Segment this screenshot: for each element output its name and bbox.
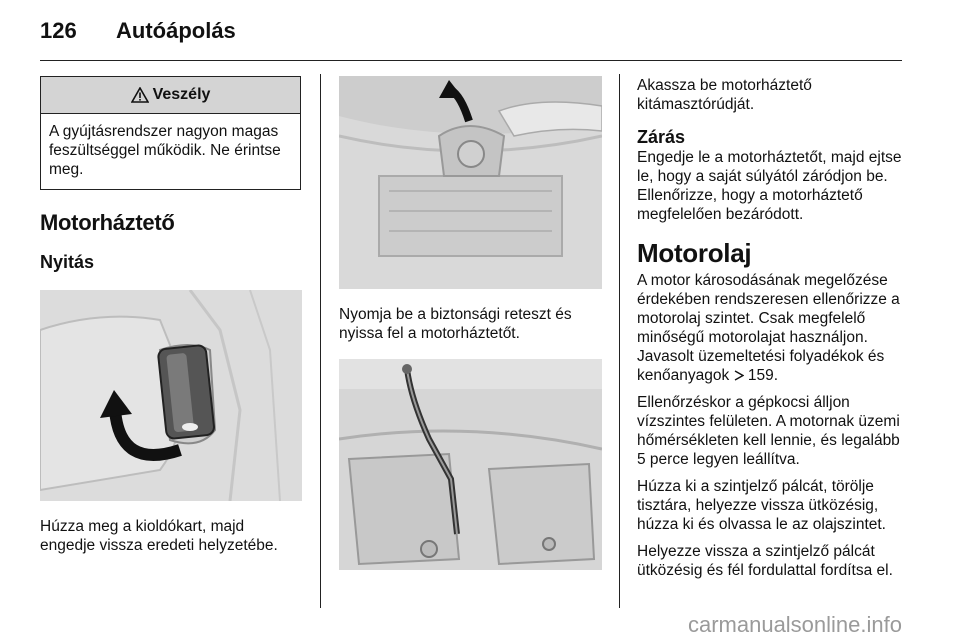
- page-title: Autóápolás: [116, 18, 236, 43]
- page-reference[interactable]: 159.: [747, 367, 779, 384]
- oil-paragraph-3: Húzza ki a szintjelző pálcát, törölje tisztára, helyezze vissza ütközésig, húzza ki és olvassa le az olajszintet.: [637, 478, 886, 533]
- safety-catch-illustration: [339, 76, 602, 289]
- subsection-title: Nyitás: [40, 252, 95, 272]
- release-lever-illustration: [40, 290, 302, 501]
- page-number: 126: [40, 18, 77, 43]
- section-title: Motorháztető: [40, 210, 175, 235]
- oil-paragraph-4: Helyezze vissza a szintjelző pálcát ütközésig és fél fordulattal fordítsa el.: [637, 543, 893, 579]
- watermark: carmanualsonline.info: [687, 612, 902, 637]
- header-rule: [40, 60, 902, 61]
- support-rod-text: Akassza be motorháztető kitámasztórúdját.: [637, 77, 812, 113]
- column-2: [339, 76, 602, 570]
- caption-safety-catch: Nyomja be a biztonsági reteszt és nyissa fel a motorháztetőt.: [339, 306, 572, 342]
- column-3: [637, 76, 905, 580]
- oil-paragraph-1: [637, 271, 905, 385]
- warning-triangle-icon: [131, 87, 149, 103]
- oil-paragraph-2: Ellenőrzéskor a gépkocsi álljon vízszintes felületen. A motornak üzemi hőmérsékleten kell lennie, és legalább 5 perce legyen leállítva.: [637, 394, 900, 468]
- page-reference-icon: [734, 370, 744, 381]
- closing-text: Engedje le a motorháztetőt, majd ejtse le, hogy a saját súlyától záródjon be. Ellenőrizze, hogy a motorháztető megfelelően bezáródott.: [637, 149, 902, 223]
- oil-section-title: Motorolaj: [637, 238, 752, 268]
- warning-header: [41, 77, 300, 114]
- page-header: [40, 18, 236, 44]
- warning-text: A gyújtásrendszer nagyon magas feszültséggel működik. Ne érintse meg.: [49, 123, 281, 178]
- column-1: [40, 76, 302, 555]
- column-divider-2: [619, 74, 620, 608]
- oil-paragraph-1-text: A motor károsodásának megelőzése érdekében rendszeresen ellenőrizze a motorolaj szintet. Csak megfelelő minőségű motorolajat használjon. Javasolt üzemeltetési folyadékok és kenőanyagok: [637, 272, 900, 384]
- warning-box: [40, 76, 301, 190]
- support-rod-illustration: [339, 359, 602, 570]
- column-divider-1: [320, 74, 321, 608]
- caption-release-lever: Húzza meg a kioldókart, majd engedje vissza eredeti helyzetébe.: [40, 518, 278, 554]
- closing-title: Zárás: [637, 127, 686, 147]
- warning-title: Veszély: [152, 86, 211, 103]
